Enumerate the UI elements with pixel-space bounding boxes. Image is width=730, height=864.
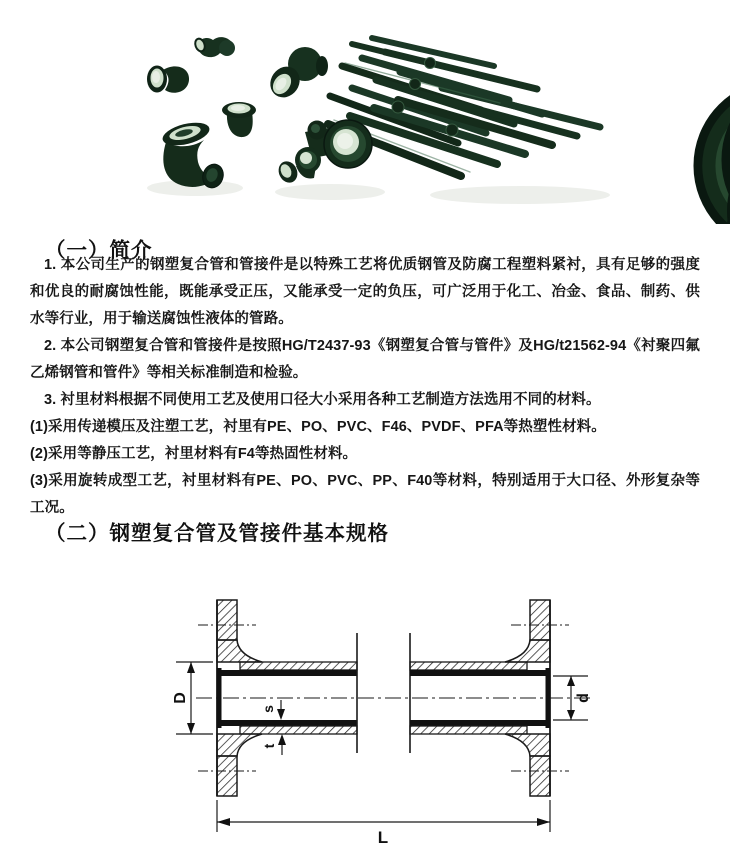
fitting-tee <box>264 47 328 103</box>
dimension-label-s: s <box>260 705 276 713</box>
dimension-label-D: D <box>172 692 189 704</box>
section-heading-spec: （二）钢塑复合管及管接件基本规格 <box>45 522 389 545</box>
pipe-bundle-flanges <box>698 78 730 224</box>
dimension-label-d: d <box>575 693 592 703</box>
paragraph-2: 2. 本公司钢塑复合管和管接件是按照HG/T2437-93《钢塑复合管与管件》及HG/t21562-94《衬聚四氟乙烯钢管和管件》等相关标准制造和检验。 <box>30 338 700 381</box>
paragraph-4: (1)采用传递模压及注塑工艺，衬里有PE、PO、PVC、F46、PVDF、PFA等热塑性材料。 <box>30 419 606 435</box>
paragraph-6: (3)采用旋转成型工艺，衬里材料有PE、PO、PVC、PP、F40等材料，特别适用于大口径、外形复杂等工况。 <box>30 473 700 516</box>
fitting-small-elbow <box>194 37 235 57</box>
fitting-elbow-2 <box>147 66 189 93</box>
pipe-dimension-diagram <box>0 565 730 864</box>
section-heading-intro: （一）简介 <box>45 239 153 262</box>
paragraph-5: (2)采用等静压工艺，衬里材料有F4等热固性材料。 <box>30 446 358 462</box>
dimension-t <box>278 734 286 755</box>
paragraph-3: 3. 衬里材料根据不同使用工艺及使用口径大小采用各种工艺制造方法选用不同的材料。 <box>44 392 601 408</box>
fitting-cup <box>222 102 256 137</box>
dimension-label-L: L <box>377 828 389 847</box>
fitting-large-elbow <box>160 118 226 190</box>
paragraph-1: 1. 本公司生产的钢塑复合管和管接件是以特殊工艺将优质钢管及防腐工程塑料紧衬，具有足够的强度和优良的耐腐蚀性能，既能承受正压，又能承受一定的负压，可广泛用于化工、冶金、食品、制药、供水等行业，用于输送腐蚀性液体的管路。 <box>30 257 700 327</box>
drawing-body <box>176 600 590 832</box>
fitting-flanged-caps <box>275 120 372 186</box>
dimension-label-t: t <box>261 743 277 749</box>
product-photo <box>0 6 730 224</box>
dimension-s <box>277 700 285 720</box>
intro-body <box>30 252 700 522</box>
